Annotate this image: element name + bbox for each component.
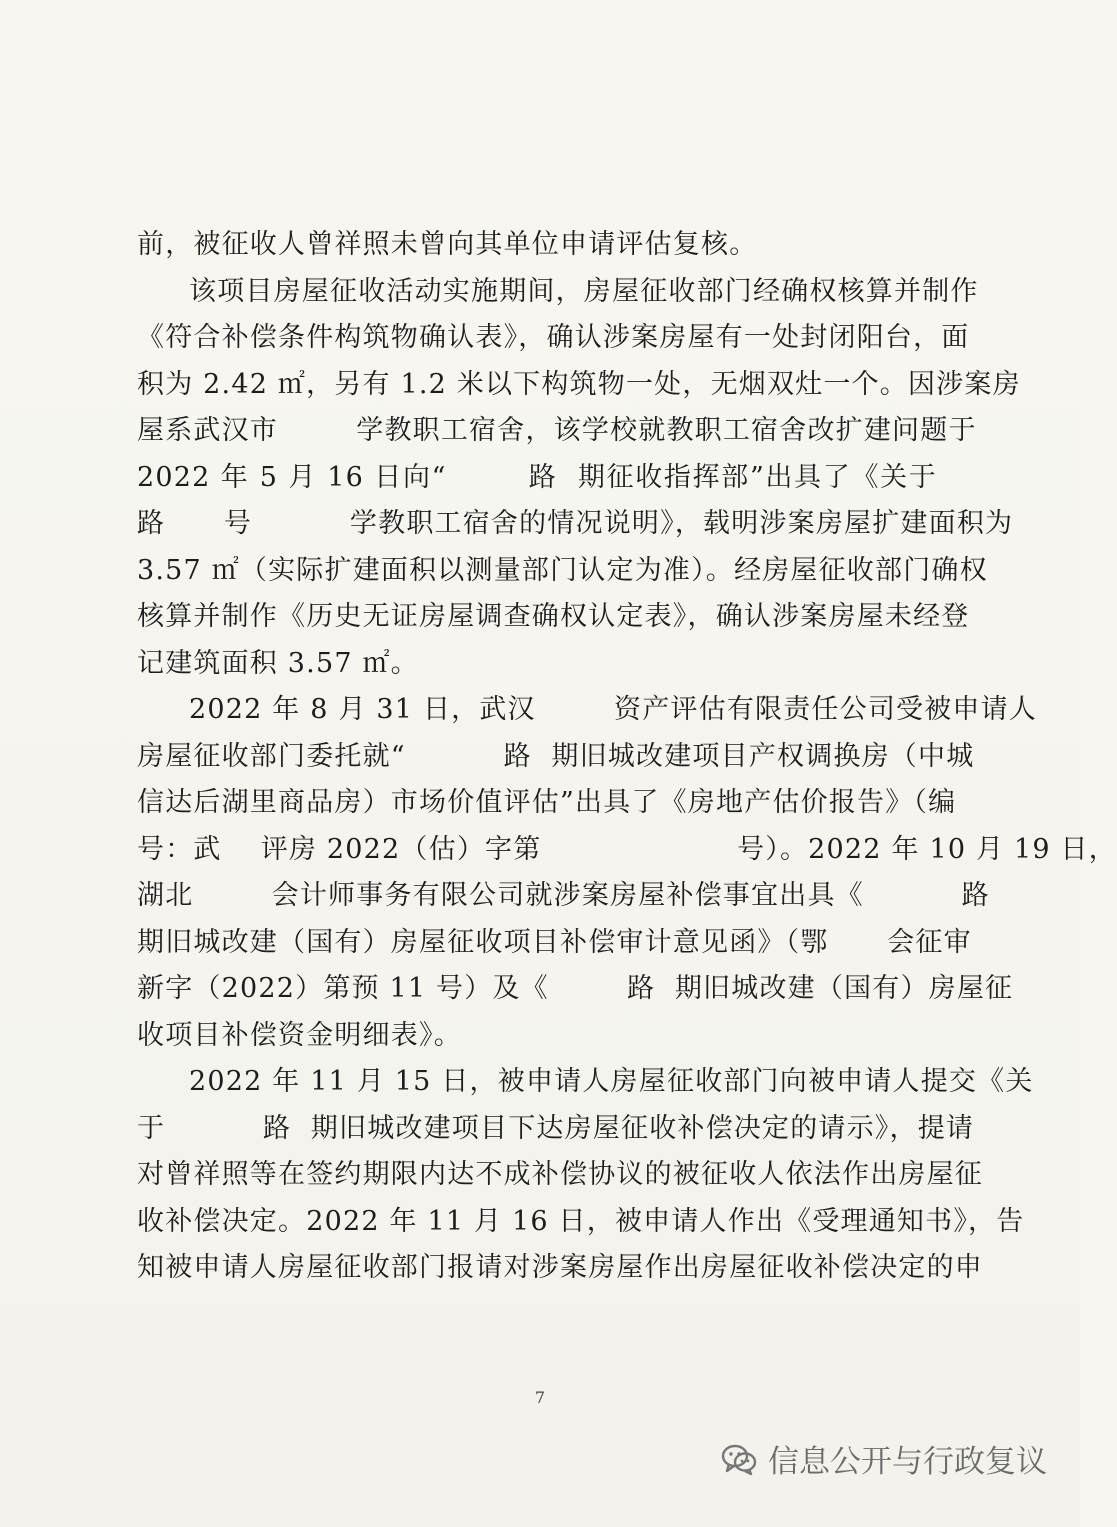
- text-line-14: 号：武 评房 2022（估）字第 号）。2022 年 10 月 19 日，: [137, 833, 1117, 865]
- text-line-16: 期旧城改建（国有）房屋征收项目补偿审计意见函》（鄂 会征审: [137, 926, 972, 958]
- text-line-4: 积为 2.42 ㎡，另有 1.2 米以下构筑物一处，无烟双灶一个。因涉案房: [137, 368, 1021, 400]
- text-line-23: 知被申请人房屋征收部门报请对涉案房屋作出房屋征收补偿决定的申: [137, 1252, 983, 1283]
- text-line-15: 湖北 会计师事务有限公司就涉案房屋补偿事宜出具《 路: [137, 880, 990, 911]
- text-line-2: 该项目房屋征收活动实施期间，房屋征收部门经确权核算并制作: [189, 275, 979, 307]
- text-line-18: 收项目补偿资金明细表》。: [137, 1019, 462, 1051]
- text-line-1: 前，被征收人曾祥照未曾向其单位申请评估复核。: [137, 229, 758, 260]
- text-line-9: 核算并制作《历史无证房屋调查确权认定表》，确认涉案房屋未经登: [137, 601, 970, 632]
- text-line-7: 路 号 学教职工宿舍的情况说明》，载明涉案房屋扩建面积为: [137, 508, 1014, 539]
- text-line-10: 记建筑面积 3.57 ㎡。: [137, 647, 419, 679]
- text-line-19: 2022 年 11 月 15 日，被申请人房屋征收部门向被申请人提交《关: [189, 1066, 1034, 1097]
- text-line-13: 信达后湖里商品房）市场价值评估”出具了《房地产估价报告》（编: [137, 787, 957, 818]
- watermark-text: 信息公开与行政复议: [768, 1444, 1047, 1480]
- text-line-8: 3.57 ㎡（实际扩建面积以测量部门认定为准）。经房屋征收部门确权: [137, 554, 988, 586]
- text-line-6: 2022 年 5 月 16 日向“ 路 期征收指挥部”出具了《关于: [137, 461, 937, 493]
- text-line-3: 《符合补偿条件构筑物确认表》，确认涉案房屋有一处封闭阳台，面: [137, 322, 970, 353]
- text-line-5: 屋系武汉市 学教职工宿舍，该学校就教职工宿舍改扩建问题于: [137, 415, 977, 446]
- document-body: [137, 222, 1117, 1292]
- text-line-17: 新字（2022）第预 11 号）及《 路 期旧城改建（国有）房屋征: [137, 973, 1014, 1004]
- text-line-12: 房屋征收部门委托就“ 路 期旧城改建项目产权调换房（中城: [137, 740, 975, 772]
- watermark: [720, 1436, 1047, 1481]
- text-line-11: 2022 年 8 月 31 日，武汉 资产评估有限责任公司受被申请人: [189, 694, 1038, 725]
- wechat-icon: [720, 1443, 758, 1475]
- text-line-20: 于 路 期旧城改建项目下达房屋征收补偿决定的请示》，提请: [137, 1112, 975, 1144]
- text-line-21: 对曾祥照等在签约期限内达不成补偿协议的被征收人依法作出房屋征: [137, 1159, 983, 1190]
- text-line-22: 收补偿决定。2022 年 11 月 16 日，被申请人作出《受理通知书》，告: [137, 1205, 1025, 1237]
- page-number: 7: [534, 1388, 546, 1407]
